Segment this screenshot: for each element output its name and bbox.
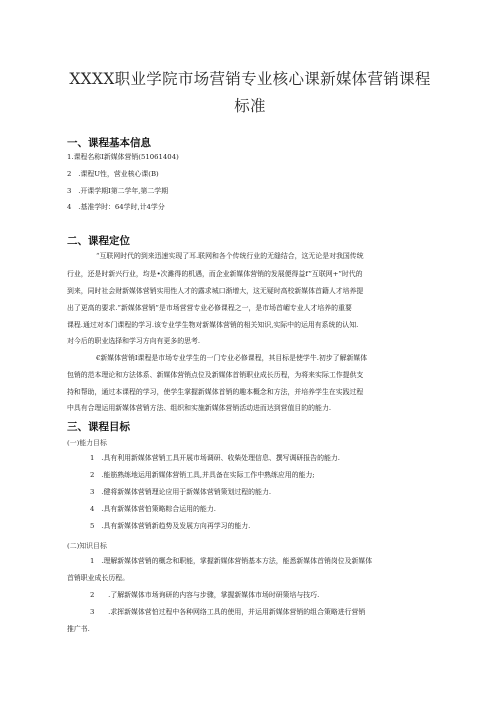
title-line-2: 标准: [234, 97, 266, 115]
ability-item-4: 4 .具有新媒体营怕策略粽合运用的能力.: [90, 505, 216, 513]
knowledge-item-1: 1 .理解新媒体营销的概念和职能，掌握新媒体营销基本方法，能悉新媒体首销岗位及新媒体: [90, 557, 373, 565]
info-line-3: 3 .开课学期I第二学年,第二学期: [67, 187, 169, 195]
para1-line: 行业，还是时新兴行业，均是•次濉得的机遇，而企业新媒体营销的发展便得益f”互联网+”时代的: [67, 270, 363, 278]
document-title: [60, 66, 440, 120]
para2-line: 中具有合理运用新媒体营销方法、组织和实施新媒体营销活动进而达到营值目的的能力.: [67, 404, 332, 412]
knowledge-item-1-cont: 首销职业成长历程。: [67, 574, 130, 582]
subheading-knowledge: (二)知识目标: [67, 542, 107, 550]
info-line-1: 1.课程名称I新媒体营销(51061404): [67, 153, 179, 161]
knowledge-item-3: 3 .求挥新媒体营怕过程中各种网络工具的使用，并运用新媒体营销的组合策略进行营销: [90, 608, 366, 616]
title-line-1: XXXX职业学院市场营销专业核心课新媒体营销课程: [69, 70, 431, 88]
para2-line: 持和帮助，通过本课程的学习，使学生掌握新媒体首销的趣本概念和方法，并培养学生在实践过程: [67, 388, 364, 396]
ability-item-1: 1 .具有利用新媒体营销工具开展市场调研、收柴处理信息、撰写调研报告的能力.: [90, 454, 340, 462]
info-line-2: 2 .课程U性，营业核心课(B): [67, 170, 159, 178]
para1-line: 到来，同时社会财新媒体营销实用性人才的露求城口渐增大，这无疑时高校新媒体首籍人才培养提: [67, 287, 364, 295]
para1-line: 出了更高的要求.“新媒体营销”是市场营营专业必修课程之一，是市场首嵋专业人才培养的重要: [67, 304, 352, 312]
para1-line: 对今后的职业选择和学习方向有更多的思考.: [67, 337, 201, 345]
para2-line: €新媒体营销I课程是市场专业学生的一门专业必修课程，其目标是使学牛.初步了解新媒体: [96, 354, 368, 362]
knowledge-item-3-cont: 推广书.: [67, 625, 90, 633]
section-heading-basic-info: 一、课程基本信息: [67, 137, 151, 149]
para1-line: “互联网时代的到来迅速实现了耳.联网和各个传统行业的无缝结合，这无论是对我国传统: [96, 252, 364, 260]
ability-item-2: 2 .能筋熟练地运用新媒体营销工具,并具备在实际工作中熟练应用的能力;: [90, 471, 315, 479]
subheading-ability: (一)能力目标: [67, 439, 107, 447]
ability-item-3: 3 .健将新媒体营销理论应用于新媒体营销策划过程的能力.: [90, 488, 272, 496]
knowledge-item-2: 2 .了解新媒体市场询研的内容与步骤，掌握新媒体市场时研策培与技巧.: [90, 591, 320, 599]
section-heading-objectives: 三、课程目标: [67, 421, 130, 433]
section-heading-positioning: 二、课程定位: [67, 235, 130, 247]
para2-line: 包销的范本理论和方法体系、新媒体营销点位及新媒体首销职业成长历程，为将来实际工作提供支: [67, 371, 364, 379]
info-line-4: 4 .基准学时：64学时,计4学分: [67, 203, 165, 211]
para1-line: 课程.通过对本门课程的学习.该专业学生物对新媒体营销的相关知识,实际中的运用有系统的认知.: [67, 321, 359, 329]
ability-item-5: 5 .具有新媒体营销新趋势及发展方向再学习的能力.: [90, 522, 251, 530]
